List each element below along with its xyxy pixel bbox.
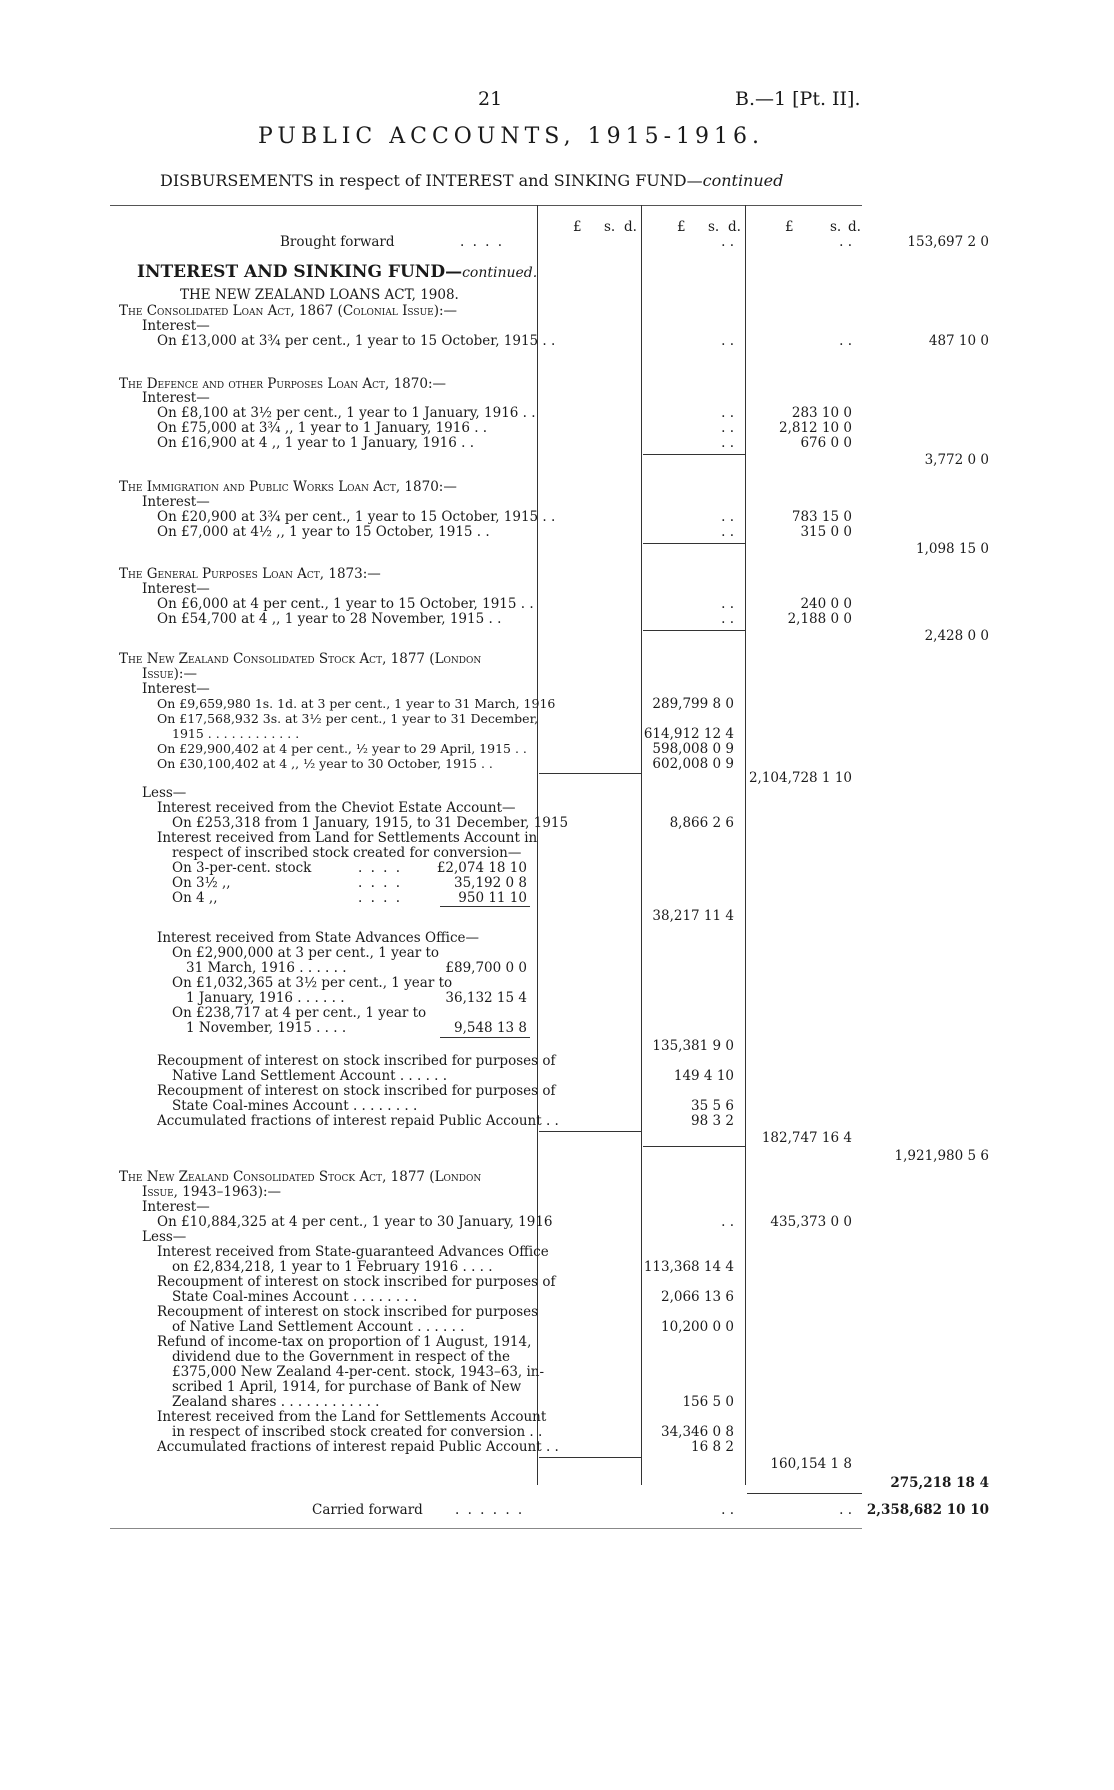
l43-net-total: 275,218 18 4: [890, 1475, 989, 1491]
subtitle-text: DISBURSEMENTS in respect of INTEREST and SINKING FUND—: [160, 171, 703, 190]
section-heading-main: INTEREST AND SINKING FUND—: [137, 262, 463, 282]
state-adv-item-3-amount: 9,548 13 8: [454, 1020, 527, 1036]
col3-pence-header: d.: [848, 219, 861, 235]
general-1873-interest-label: Interest—: [142, 581, 210, 597]
col3-pound-header: £: [785, 219, 794, 235]
defence-1870-interest-label: Interest—: [142, 390, 210, 406]
land-line-2: respect of inscribed stock created for conversion—: [172, 845, 522, 861]
london-line-3: 1915 . . . . . . . . . . . .: [172, 726, 300, 741]
defence-line-3-col2: 676 0 0: [800, 435, 852, 451]
general-line-1-col1: . .: [721, 596, 734, 612]
london-1877-heading-2: Issue):—: [142, 666, 197, 682]
consolidated-1867-col1: . .: [721, 333, 734, 349]
london-net-total: 1,921,980 5 6: [894, 1148, 989, 1164]
london-1943-interest-label: Interest—: [142, 1199, 210, 1215]
land-item-1-dots: . . . .: [358, 860, 403, 876]
section-heading-continued: continued.: [462, 265, 538, 281]
l43-item-4-e: Zealand shares . . . . . . . . . . . .: [172, 1394, 380, 1410]
london-line-4: On £29,900,402 at 4 per cent., ½ year to 29 April, 1915 . .: [157, 741, 527, 756]
state-adv-item-1-amount: £89,700 0 0: [445, 960, 527, 976]
london-line-5: On £30,100,402 at 4 ,, ½ year to 30 October, 1915 . .: [157, 756, 493, 771]
land-col1: 38,217 11 4: [652, 908, 734, 924]
fractions-col1: 98 3 2: [691, 1113, 734, 1129]
l43-item-3-b: of Native Land Settlement Account . . . . . .: [172, 1319, 465, 1335]
page-number: 21: [478, 88, 503, 110]
london-1943-line: On £10,884,325 at 4 per cent., 1 year to 30 January, 1916: [157, 1214, 553, 1230]
london-line-5-col1: 602,008 0 9: [652, 756, 734, 772]
act-1908-heading: THE NEW ZEALAND LOANS ACT, 1908.: [180, 287, 459, 303]
london-1943-heading-2: Issue, 1943–1963):—: [142, 1184, 282, 1200]
general-total-value: 2,428 0 0: [924, 628, 989, 644]
immigration-rule: [643, 543, 745, 544]
l43-item-1-b: on £2,834,218, 1 year to 1 February 1916 . . . .: [172, 1259, 493, 1275]
l43-net-rule: [747, 1493, 862, 1494]
consolidated-1867-col2: . .: [839, 333, 852, 349]
london-less-rule: [539, 1131, 641, 1132]
subtitle-continued: continued: [702, 171, 784, 190]
carried-forward-col1: . .: [721, 1502, 734, 1518]
l43-item-5-a: Interest received from the Land for Settlements Account: [157, 1409, 547, 1425]
london-less-total: 182,747 16 4: [761, 1130, 852, 1146]
london-line-3-col1: 614,912 12 4: [643, 726, 734, 742]
land-item-2-dots: . . . .: [358, 875, 403, 891]
state-adv-item-2-b: 1 January, 1916 . . . . . .: [186, 990, 345, 1006]
l43-item-3-a: Recoupment of interest on stock inscribed for purposes: [157, 1304, 539, 1320]
state-adv-item-3-b: 1 November, 1915 . . . .: [186, 1020, 347, 1036]
defence-total-value: 3,772 0 0: [924, 452, 989, 468]
cheviot-col1: 8,866 2 6: [669, 815, 734, 831]
london-1943-col2: 435,373 0 0: [770, 1214, 852, 1230]
london-line-2: On £17,568,932 3s. at 3½ per cent., 1 year to 31 December,: [157, 711, 539, 726]
defence-line-2: On £75,000 at 3¾ ,, 1 year to 1 January, 1916 . .: [157, 420, 488, 436]
l43-item-4-b: dividend due to the Government in respect of the: [172, 1349, 511, 1365]
l43-item-4-d: scribed 1 April, 1914, for purchase of Bank of New: [172, 1379, 522, 1395]
land-item-3-dots: . . . .: [358, 890, 403, 906]
state-adv-item-1-a: On £2,900,000 at 3 per cent., 1 year to: [172, 945, 440, 961]
defence-1870-heading: The Defence and other Purposes Loan Act, 1870:—: [119, 376, 446, 392]
land-item-1-label: On 3-per-cent. stock: [172, 860, 312, 876]
l43-item-4-a: Refund of income-tax on proportion of 1 August, 1914,: [157, 1334, 532, 1350]
general-rule: [643, 630, 745, 631]
london-gross-value: 2,104,728 1 10: [748, 770, 852, 786]
general-line-1: On £6,000 at 4 per cent., 1 year to 15 October, 1915 . .: [157, 596, 534, 612]
consolidated-1867-interest-label: Interest—: [142, 318, 210, 334]
brought-forward-col2: . .: [839, 234, 852, 250]
london-1943-heading: The New Zealand Consolidated Stock Act, 1877 (London: [119, 1169, 482, 1185]
london-1877-interest-label: Interest—: [142, 681, 210, 697]
carried-forward-label: Carried forward: [312, 1502, 423, 1518]
general-line-2-col1: . .: [721, 611, 734, 627]
column-rule-2: [641, 205, 642, 1485]
state-advances-line-1: Interest received from State Advances Office—: [157, 930, 480, 946]
state-adv-rule: [440, 1037, 530, 1038]
document-reference: B.—1 [Pt. II].: [735, 88, 861, 110]
general-line-1-col2: 240 0 0: [800, 596, 852, 612]
page-subtitle: [160, 171, 783, 190]
table-bottom-rule: [110, 1528, 862, 1529]
land-line-1: Interest received from Land for Settlements Account in: [157, 830, 538, 846]
defence-line-1: On £8,100 at 3½ per cent., 1 year to 1 January, 1916 . .: [157, 405, 536, 421]
table-top-rule: [110, 205, 862, 206]
l43-item-2-a: Recoupment of interest on stock inscribed for purposes of: [157, 1274, 556, 1290]
section-heading: [137, 262, 537, 282]
land-item-3-amount: 950 11 10: [458, 890, 527, 906]
consolidated-1867-line: On £13,000 at 3¾ per cent., 1 year to 15 October, 1915 . .: [157, 333, 556, 349]
immigration-line-2-col2: 315 0 0: [800, 524, 852, 540]
recoup-native-col1: 149 4 10: [673, 1068, 734, 1084]
state-adv-item-1-b: 31 March, 1916 . . . . . .: [186, 960, 347, 976]
consolidated-1867-total: 487 10 0: [928, 333, 989, 349]
london-line-1: On £9,659,980 1s. 1d. at 3 per cent., 1 year to 31 March, 1916: [157, 696, 556, 711]
carried-forward-col2: . .: [839, 1502, 852, 1518]
l43-less-rule: [539, 1457, 641, 1458]
col2-pence-header: d.: [728, 219, 741, 235]
general-1873-heading: The General Purposes Loan Act, 1873:—: [119, 566, 381, 582]
column-rule-3: [745, 205, 746, 1485]
london-net-rule: [643, 1146, 745, 1147]
immigration-line-1-col2: 783 15 0: [791, 509, 852, 525]
recoup-native-line-2: Native Land Settlement Account . . . . . .: [172, 1068, 448, 1084]
col1-pound-header: £: [573, 219, 582, 235]
immigration-line-2-col1: . .: [721, 524, 734, 540]
page-title: PUBLIC ACCOUNTS, 1915-1916.: [258, 124, 764, 149]
l43-item-1-col1: 113,368 14 4: [643, 1259, 734, 1275]
brought-forward-col1: . .: [721, 234, 734, 250]
l43-item-3-col1: 10,200 0 0: [661, 1319, 734, 1335]
immigration-line-1: On £20,900 at 3¾ per cent., 1 year to 15 October, 1915 . .: [157, 509, 556, 525]
brought-forward-dots: . . . .: [460, 234, 505, 250]
general-line-2: On £54,700 at 4 ,, 1 year to 28 November, 1915 . .: [157, 611, 502, 627]
brought-forward-total: 153,697 2 0: [907, 234, 989, 250]
recoup-coal-col1: 35 5 6: [691, 1098, 734, 1114]
l43-item-5-b: in respect of inscribed stock created for conversion . .: [172, 1424, 543, 1440]
recoup-coal-line-1: Recoupment of interest on stock inscribed for purposes of: [157, 1083, 556, 1099]
l43-item-6-col1: 16 8 2: [691, 1439, 734, 1455]
l43-less-total: 160,154 1 8: [770, 1456, 852, 1472]
defence-line-3: On £16,900 at 4 ,, 1 year to 1 January, 1916 . .: [157, 435, 474, 451]
defence-line-3-col1: . .: [721, 435, 734, 451]
state-adv-item-2-amount: 36,132 15 4: [445, 990, 527, 1006]
land-item-2-label: On 3½ ,,: [172, 875, 231, 891]
l43-item-2-b: State Coal-mines Account . . . . . . . .: [172, 1289, 418, 1305]
state-adv-item-3-a: On £238,717 at 4 per cent., 1 year to: [172, 1005, 427, 1021]
immigration-line-2: On £7,000 at 4½ ,, 1 year to 15 October, 1915 . .: [157, 524, 490, 540]
cheviot-line-1: Interest received from the Cheviot Estate Account—: [157, 800, 516, 816]
defence-line-1-col2: 283 10 0: [791, 405, 852, 421]
london-gross-rule: [539, 773, 641, 774]
l43-item-4-col1: 156 5 0: [682, 1394, 734, 1410]
london-1943-col1: . .: [721, 1214, 734, 1230]
col1-shilling-header: s.: [604, 219, 616, 235]
state-adv-item-2-a: On £1,032,365 at 3½ per cent., 1 year to: [172, 975, 453, 991]
london-line-4-col1: 598,008 0 9: [652, 741, 734, 757]
recoup-coal-line-2: State Coal-mines Account . . . . . . . .: [172, 1098, 418, 1114]
defence-line-2-col1: . .: [721, 420, 734, 436]
col2-pound-header: £: [677, 219, 686, 235]
defence-line-1-col1: . .: [721, 405, 734, 421]
recoup-native-line-1: Recoupment of interest on stock inscribed for purposes of: [157, 1053, 556, 1069]
land-rule: [440, 906, 530, 907]
general-line-2-col2: 2,188 0 0: [787, 611, 852, 627]
carried-forward-dots: . . . . . .: [455, 1502, 525, 1518]
land-item-1-amount: £2,074 18 10: [436, 860, 527, 876]
land-item-2-amount: 35,192 0 8: [454, 875, 527, 891]
immigration-1870-interest-label: Interest—: [142, 494, 210, 510]
l43-item-2-col1: 2,066 13 6: [661, 1289, 734, 1305]
immigration-1870-heading: The Immigration and Public Works Loan Act, 1870:—: [119, 479, 457, 495]
l43-item-4-c: £375,000 New Zealand 4-per-cent. stock, 1943–63, in-: [172, 1364, 545, 1380]
land-item-3-label: On 4 ,,: [172, 890, 218, 906]
fractions-line: Accumulated fractions of interest repaid Public Account . .: [157, 1113, 559, 1129]
london-less-label: Less—: [142, 785, 187, 801]
l43-item-5-col1: 34,346 0 8: [661, 1424, 734, 1440]
london-line-1-col1: 289,799 8 0: [652, 696, 734, 712]
immigration-line-1-col1: . .: [721, 509, 734, 525]
state-adv-col1: 135,381 9 0: [652, 1038, 734, 1054]
l43-item-6-a: Accumulated fractions of interest repaid Public Account . .: [157, 1439, 559, 1455]
cheviot-line-2: On £253,318 from 1 January, 1915, to 31 December, 1915: [172, 815, 569, 831]
immigration-total-value: 1,098 15 0: [916, 541, 989, 557]
consolidated-1867-heading: The Consolidated Loan Act, 1867 (Colonial Issue):—: [119, 303, 458, 319]
defence-line-2-col2: 2,812 10 0: [779, 420, 852, 436]
carried-forward-total: 2,358,682 10 10: [866, 1502, 989, 1518]
col3-shilling-header: s.: [830, 219, 842, 235]
col2-shilling-header: s.: [708, 219, 720, 235]
london-1943-less-label: Less—: [142, 1229, 187, 1245]
defence-rule: [643, 454, 745, 455]
brought-forward-label: Brought forward: [280, 234, 395, 250]
l43-item-1-a: Interest received from State-guaranteed Advances Office: [157, 1244, 549, 1260]
london-1877-heading: The New Zealand Consolidated Stock Act, 1877 (London: [119, 651, 482, 667]
col1-pence-header: d.: [624, 219, 637, 235]
